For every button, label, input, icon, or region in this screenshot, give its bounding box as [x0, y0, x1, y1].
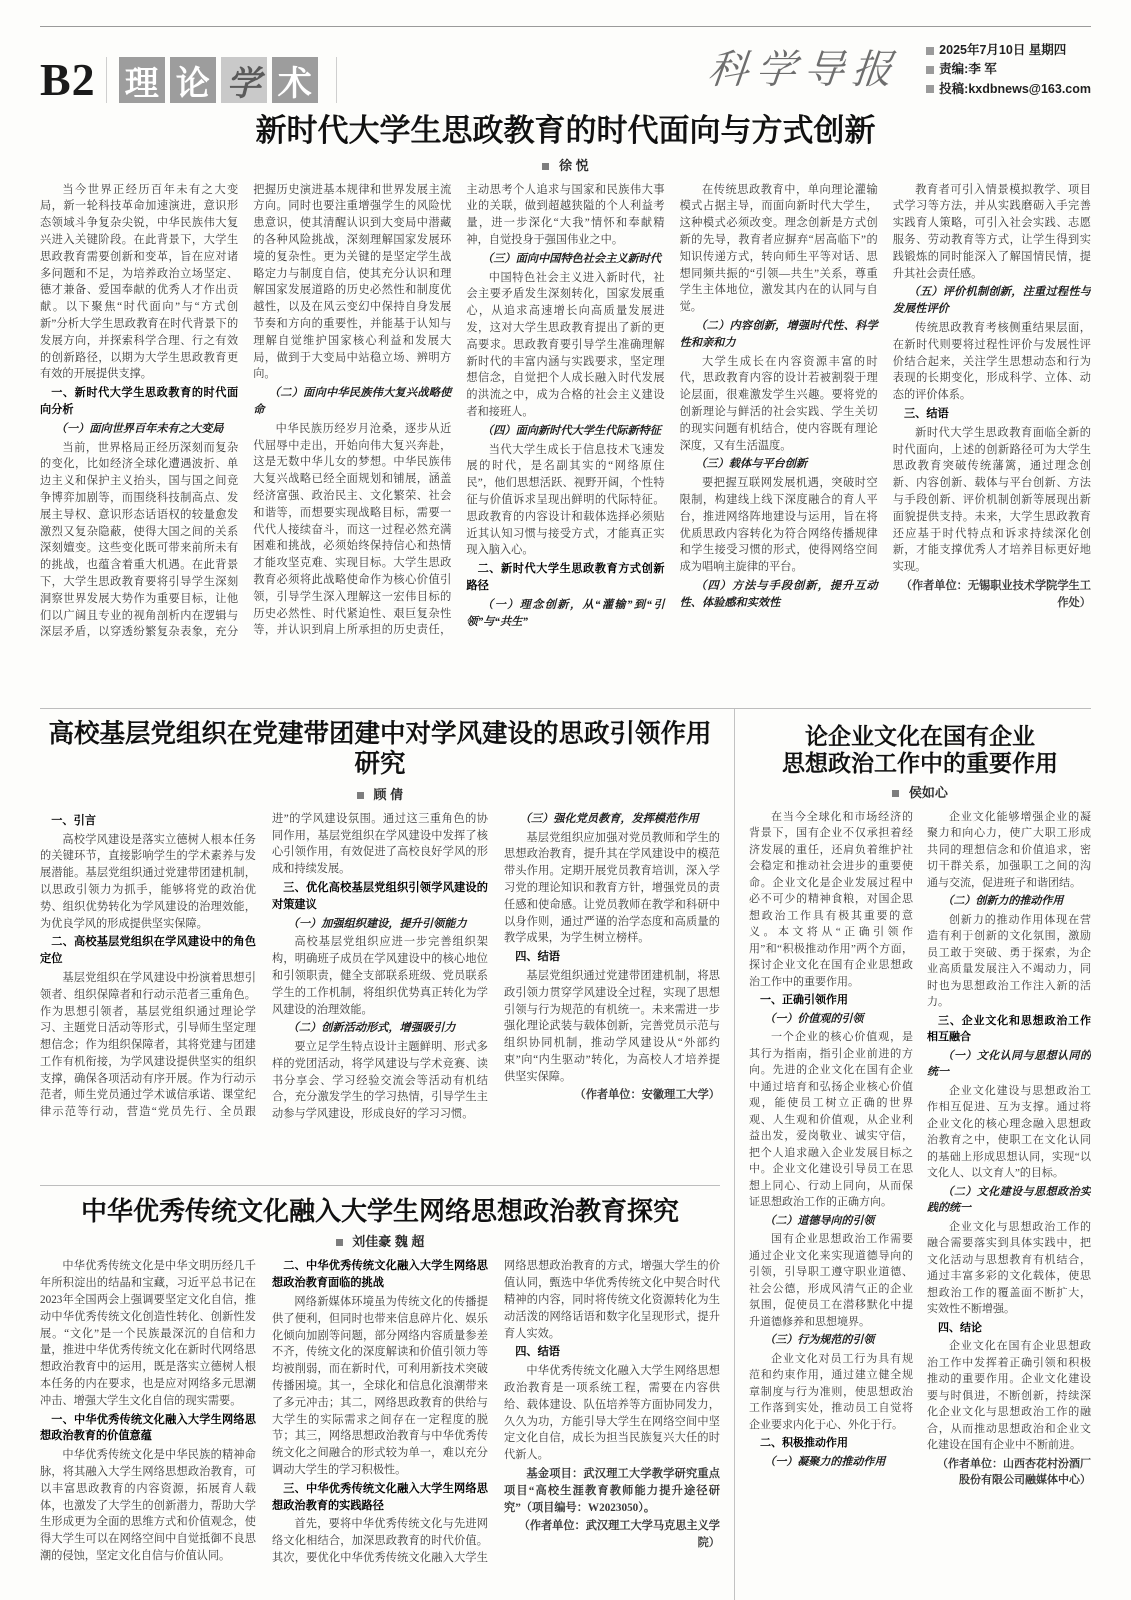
paragraph: 首先，要将中华优秀传统文化与先进网络文化相结合，加深思政教育的时代价值。其次，要优化中华优秀传统文化融入大学生网络思想政治教育的方式，增强大学生的价值认同，甄选中华优秀传统文化中契合时代精神的内容，同时将传统文化资源转化为生动活泼的网络话语和数字化呈现形式，提升育人实效。	[272, 1260, 720, 1564]
article-3	[749, 723, 1091, 1571]
author-affiliation: （作者单位：山西杏花村汾酒厂股份有限公司融媒体中心）	[936, 1457, 1091, 1487]
sub-heading: （三）载体与平台创新	[695, 458, 808, 471]
article-1-author: 徐 悦	[559, 157, 589, 173]
sub-heading: （二）内容创新，增强时代性、科学性和亲和力	[679, 319, 878, 349]
paragraph: 企业文化与思想政治工作的融合需要落实到具体实践中，把文化活动与思想教育有机结合，通过丰富多彩的文化载体，使思想政治工作的覆盖面不断扩大，实效性不断增强。	[927, 1220, 1091, 1316]
section-heading: 三、优化高校基层党组织引领学风建设的对策建议	[272, 881, 488, 911]
article-4	[40, 1196, 720, 1600]
square-bullet-icon	[926, 47, 934, 55]
article-2	[40, 719, 720, 1177]
sub-heading: （三）强化党员教育，发挥模范作用	[519, 812, 699, 825]
publication-date-line	[926, 41, 1091, 60]
paragraph: 企业文化建设与思想政治工作相互促进、互为支撑。通过将企业文化的核心理念融入思想政治教育之中，使职工在文化认同的基础上形成思想认同，实现“以文化人、以文育人”的目标。	[927, 1084, 1091, 1180]
section-heading: 二、高校基层党组织在学风建设中的角色定位	[40, 936, 256, 966]
section-heading: 三、中华优秀传统文化融入大学生网络思想政治教育的实践路径	[272, 1482, 488, 1512]
article-4-title: 中华优秀传统文化融入大学生网络思想政治教育探究	[81, 1195, 680, 1226]
sub-heading: （二）文化建设与思想政治实践的统一	[927, 1185, 1091, 1215]
paragraph: 要立足学生特点设计主题鲜明、形式多样的党团活动，将学风建设与学术竞赛、读书分享会、学习经验交流会等活动有机结合，充分激发学生的学习热情，引导学生主动参与学风建设，形成良好的学习习惯。	[272, 1041, 488, 1121]
editor-line	[926, 60, 1091, 79]
article-3-author: 侯如心	[908, 784, 948, 800]
article-3-title-line1: 论企业文化在国有企业	[805, 722, 1035, 749]
page-header	[40, 31, 1091, 103]
author-affiliation: （作者单位：无锡职业技术学院学生工作处）	[900, 579, 1091, 609]
section-heading: 一、引言	[51, 814, 96, 827]
submission-line	[926, 80, 1091, 99]
section-heading: 四、结语	[515, 951, 560, 964]
paragraph: 中华优秀传统文化融入大学生网络思想政治教育是一项系统工程，需要在内容供给、载体建设、队伍培养等方面协同发力，久久为功，方能引导大学生在网络空间中坚定文化自信，成长为担当民族复兴大任的时代新人。	[504, 1365, 720, 1462]
square-bullet-icon	[926, 85, 934, 93]
editor-name: 责编:李 军	[939, 62, 997, 77]
paragraph: 当今世界正经历百年未有之大变局，新一轮科技革命加速演进，意识形态领域斗争复杂尖锐，中华民族伟大复兴进入关键阶段。在此背景下，大学生思政教育需要创新和变革，旨在应对诸多问题和不足，为培养政治立场坚定、德才兼备、爱国奉献的优秀人才作出贡献。以下聚焦“时代面向”与“方式创新”分析大学生思政教育在时代背景下的发展方向，并探索科学合理、行之有效的创新路径，以期为大学生思政教育更有效的开展提供支撑。	[40, 183, 239, 381]
paragraph: 传统思政教育考核侧重结果层面，在新时代则要将过程性评价与发展性评价结合起来，关注学生思想动态和行为表现的长期变化，形成科学、立体、动态的评价体系。	[892, 321, 1091, 402]
paragraph: 高校学风建设是落实立德树人根本任务的关键环节，直接影响学生的学术素养与发展潜能。基层党组织通过党建带团建机制，以思政引领力为抓手，能够将党的政治优势、组织优势转化为学风建设的治理效能，为优良学风的形成提供坚实保障。	[40, 833, 256, 930]
paragraph: 当代大学生成长于信息技术飞速发展的时代，是名副其实的“网络原住民”，他们思想活跃、视野开阔，个性特征与价值诉求呈现出鲜明的代际特征。思政教育的内容设计和载体选择必须贴近其认知习惯与接受方式，才能真正实现入脑入心。	[466, 443, 665, 557]
sub-heading: （一）加强组织建设，提升引领能力	[287, 917, 467, 930]
sub-heading: （一）文化认同与思想认同的统一	[927, 1049, 1091, 1079]
paragraph: 国有企业思想政治工作需要通过企业文化来实现道德导向的引领，引导职工遵守职业道德、社会公德，形成风清气正的企业氛围，促使员工在潜移默化中提升道德修养和思想境界。	[749, 1233, 913, 1328]
section-heading: 三、结语	[903, 407, 949, 420]
paragraph: 创新力的推动作用体现在营造有利于创新的文化氛围，激励员工敢于突破、勇于探索，为企业高质量发展注入不竭动力，同时也为思想政治工作注入新的活力。	[927, 913, 1091, 1009]
paragraph: 中华优秀传统文化是中华民族的精神命脉，将其融入大学生网络思想政治教育，可以丰富思政教育的内容资源，拓展育人载体，也激发了大学生的创新潜力，帮助大学生形成更为全面的思维方式和价值观念，使得大学生可以在网络空间中自觉抵御不良思潮的侵蚀，坚定文化自信与价值认同。	[40, 1449, 256, 1562]
article-4-body	[40, 1258, 720, 1600]
section-heading: 二、中华优秀传统文化融入大学生网络思想政治教育面临的挑战	[272, 1260, 488, 1290]
square-bullet-icon	[357, 792, 364, 799]
section-logo-char: 学	[221, 57, 267, 103]
section-logo	[106, 57, 318, 103]
sub-heading: （二）创新活动形式，增强吸引力	[287, 1022, 456, 1035]
lower-left-pane	[40, 709, 734, 1600]
section-heading: 四、结论	[938, 1321, 982, 1334]
author-affiliation: （作者单位：武汉理工大学马克思主义学院）	[518, 1520, 720, 1550]
author-affiliation: （作者单位：安徽理工大学）	[574, 1089, 720, 1102]
paragraph: 一个企业的核心价值观，是其行为指南，指引企业前进的方向。先进的企业文化在国有企业中通过培育和弘扬企业核心价值观，能使员工树立正确的世界观、人生观和价值观，从企业利益出发，爱岗敬业、诚实守信，把个人追求融入企业发展目标之中。企业文化建设引导员工在思想上同心、行动上同向，从而保证思想政治工作的正确方向。	[749, 1031, 913, 1209]
paragraph: 高校基层党组织应进一步完善组织架构，明确班子成员在学风建设中的核心地位和引领职责，健全支部联系班级、党员联系学生的工作机制，将组织优势真正转化为学风建设的治理效能。	[272, 936, 488, 1016]
paragraph: 企业文化能够增强企业的凝聚力和向心力，使广大职工形成共同的理想信念和价值追求，密切干群关系，加强职工之间的沟通与交流，促进班子和谐团结。	[927, 810, 1091, 889]
publication-info	[926, 41, 1091, 99]
paragraph: 中国特色社会主义进入新时代，社会主要矛盾发生深刻转化，国家发展重心，从追求高速增长向高质量发展进发，这对大学生思政教育提出了新的更高要求。思政教育要引导学生准确理解新时代的丰富内涵与实践要求，坚定理想信念，自觉把个人成长融入时代发展的洪流之中，成为合格的社会主义建设者和接班人。	[466, 271, 665, 418]
article-3-byline	[749, 782, 1091, 801]
article-4-authors: 刘佳豪 魏 超	[352, 1234, 425, 1250]
section-heading: 四、结语	[515, 1346, 560, 1359]
sub-heading: （二）创新力的推动作用	[942, 895, 1064, 908]
paragraph: 企业文化对员工行为具有规范和约束作用，通过建立健全规章制度与行为准则，使思想政治工作落到实处，推动员工自觉将企业要求内化于心、外化于行。	[749, 1352, 913, 1431]
paragraph: 大学生成长在内容资源丰富的时代，思政教育内容的设计若被割裂于理论层面，很难激发学生兴趣。要将党的创新理论与鲜活的社会实践、学生关切的现实问题有机结合，使内容既有理论深度，又有生活温度。	[679, 355, 878, 452]
sub-heading: （二）面向中华民族伟大复兴战略使命	[253, 387, 452, 416]
sub-heading: （一）面向世界百年未有之大变局	[55, 422, 224, 435]
square-bullet-icon	[336, 1239, 343, 1246]
section-heading: 二、积极推动作用	[760, 1437, 849, 1450]
paragraph: 基层党组织应加强对党员教师和学生的思想政治教育，提升其在学风建设中的模范带头作用。定期开展党员教育培训，深入学习党的理论知识和教育方针，增强党员的责任感和使命感。让党员教师在教学和科研中以身作则，通过严谨的治学态度和高质量的教学成果，为学生树立榜样。	[504, 831, 720, 945]
square-bullet-icon	[892, 790, 899, 797]
section-heading: 一、正确引领作用	[760, 994, 849, 1007]
paragraph: 企业文化在国有企业思想政治工作中发挥着正确引领和积极推动的重要作用。企业文化建设要与时俱进，不断创新，持续深化企业文化与思想政治工作的融合，从而推动思想政治和企业文化建设在国有企业中不断前进。	[927, 1340, 1091, 1452]
square-bullet-icon	[926, 66, 934, 74]
section-heading: 三、企业文化和思想政治工作相互融合	[927, 1014, 1091, 1044]
newspaper-name: 科学导报	[705, 46, 903, 92]
paragraph: 基层党组织在学风建设中扮演着思想引领者、组织保障者和行动示范者三重角色。作为思想引领者，基层党组织通过理论学习、主题党日活动等形式，引导师生坚定理想信念；作为组织保障者，其将党建与团建工作有机衔接，为学风建设提供坚实的组织支撑，确保各项活动有序开展。作为行动示范者，师生党员通过学术诚信承诺、课堂纪律示范等行动，营造“党员先行、全员跟进”的学风建设氛围。通过这三重角色的协同作用，基层党组织在学风建设中发挥了核心引领作用，有效促进了高校良好学风的形成和持续发展。	[40, 812, 488, 1119]
article-3-title	[749, 723, 1091, 777]
publication-date: 2025年7月10日 星期四	[939, 42, 1067, 57]
page-number: B2	[40, 54, 96, 105]
sub-heading: （四）方法与手段创新，提升互动性、体验感和实效性	[679, 579, 878, 609]
lower-region	[40, 709, 1091, 1600]
sub-heading: （一）凝聚力的推动作用	[764, 1455, 886, 1468]
article-3-body	[749, 809, 1091, 1571]
paragraph: 中华民族历经岁月沧桑，逐步从近代屈辱中走出，开始向伟大复兴奔赴，这是无数中华儿女的梦想。中华民族伟大复兴战略已经全面规划和铺展，涵盖经济富强、政治民主、文化繁荣、社会和谐等，而想要实现战略目标，需要一代代人接续奋斗，而这一过程必然充满困难和挑战，必须始终保持信心和热情才能攻坚克难、实现目标。大学生思政教育必须将此战略使命作为核心价值引领，引导学生深入理解这一宏伟目标的历史必然性、时代紧迫性、艰巨复杂性等，并认识到肩上所承担的历史责任，主动思考个人追求与国家和民族伟大事业的关联，做到超越狭隘的个人利益考量，进一步深化“大我”情怀和奉献精神，自觉投身于强国伟业之中。	[253, 183, 665, 637]
section-heading: 一、新时代大学生思政教育的时代面向分析	[40, 387, 239, 416]
top-rule	[40, 26, 1091, 27]
article-3-title-line2: 思想政治工作中的重要作用	[782, 749, 1058, 776]
section-heading: 二、新时代大学生思政教育方式创新路径	[466, 563, 665, 592]
section-logo-char: 论	[170, 57, 216, 103]
paragraph: 中华优秀传统文化是中华文明历经几千年所积淀出的结晶和宝藏，习近平总书记在2023年全国两会上强调要坚定文化自信，推动中华优秀传统文化创造性转化、创新性发展。“文化”是一个民族最深沉的自信和力量，推进中华优秀传统文化在新时代网络思想政治教育中的运用，既是落实立德树人根本任务的内在要求，也是应对网络多元思潮冲击、增强大学生文化自信的现实需要。	[40, 1260, 256, 1407]
paragraph: 新时代大学生思政教育面临全新的时代面向，上述的创新路径可为大学生思政教育突破传统藩篱，通过理念创新、内容创新、载体与平台创新、方法与手段创新、评价机制创新等展现出新面貌提供支持。未来，大学生思政教育还应基于时代特点和诉求持续深化创新，才能支撑优秀人才培养目标更好地实现。	[892, 426, 1091, 574]
lower-right-pane	[734, 709, 1091, 1600]
submission-email: 投稿:kxdbnews@163.com	[939, 81, 1091, 96]
article-2-byline	[40, 784, 720, 803]
sub-heading: （一）理念创新，从“灌输”到“引领”与“共生”	[466, 598, 665, 628]
paragraph: 教育者可引入情景模拟教学、项目式学习等方法，并从实践磨砺入手完善实践育人策略，可引入社会实践、志愿服务、劳动教育等方式，让学生得到实践锻炼的同时能深入了解国情民情，提升其社会责任感。	[892, 183, 1091, 280]
masthead-area	[705, 41, 1091, 103]
article-1	[40, 113, 1091, 698]
square-bullet-icon	[542, 163, 549, 170]
article-4-byline	[40, 1231, 720, 1250]
article-2-body	[40, 811, 720, 1177]
paragraph: 在当今全球化和市场经济的背景下，国有企业不仅承担着经济发展的重任，还肩负着维护社会稳定和推动社会进步的重要使命。企业文化是企业发展过程中必不可少的精神食粮，对国企思想政治工作具有极其重要的意义。本文将从“正确引领作用”和“积极推动作用”两个方面，探讨企业文化在国有企业思想政治工作中的重要作用。	[749, 810, 913, 988]
article-1-byline	[40, 155, 1091, 174]
article-1-body	[40, 182, 1091, 698]
article-1-title: 新时代大学生思政教育的时代面向与方式创新	[255, 113, 876, 148]
sub-heading: （四）面向新时代大学生代际新特征	[482, 424, 662, 437]
section-banner	[40, 54, 337, 105]
sub-heading: （五）评价机制创新，注重过程性与发展性评价	[892, 286, 1091, 316]
sub-heading: （三）面向中国特色社会主义新时代	[482, 252, 662, 265]
fund-note: 基金项目：武汉理工大学教学研究重点项目“高校生涯教育教师能力提升途径研究”（项目编号：W2023050）。	[504, 1467, 720, 1514]
paragraph: 基层党组织通过党建带团建机制，将思政引领力贯穿学风建设全过程，实现了思想引领与行为规范的有机统一。未来需进一步强化理论武装与载体创新，完善党员示范与组织协同机制，推动学风建设从“外部约束”向“内生驱动”转化，为高校人才培养提供坚实保障。	[504, 969, 720, 1083]
sub-heading: （一）价值观的引领	[764, 1012, 864, 1025]
paragraph: 在传统思政教育中，单向理论灌输模式占据主导，而面向新时代大学生，这种模式必须改变。理念创新是方式创新的先导，教育者应摒弃“居高临下”的知识传递方式，转向师生平等对话、思想同频共振的“引领—共生”关系，尊重学生主体地位，激发其内在的认同与自觉。	[679, 183, 878, 314]
paragraph: 当前，世界格局正经历深刻而复杂的变化，比如经济全球化遭遇波折、单边主义和保护主义抬头，国与国之间竞争博弈加剧等，而围绕科技制高点、发展主导权、意识形态话语权的较量愈发激烈又复杂隐蔽，使得大国之间的关系深刻嬗变。这些变化既可带来前所未有的挑战，也蕴含着重大机遇。在此背景下，大学生思政教育要将引导学生深刻洞察世界发展大势作为重要目标，让他们以广阔且专业的视角剖析内在逻辑与深层矛盾，以穿透纷繁复杂表象，充分把握历史演进基本规律和世界发展主流方向。同时也要注重增强学生的风险忧患意识，使其清醒认识到大变局中潜藏的各种风险挑战，深刻理解国家发展环境的复杂性。更为关键的是坚定学生战略定力与制度自信，使其充分认识和理解国家发展道路的历史必然性和制度优越性，以及在风云变幻中保持自身发展节奏和方向的重要性，并能基于认知与理解自觉维护国家核心利益和发展大局，做到于大变局中站稳立场、辨明方向。	[40, 183, 452, 639]
paragraph: 要把握互联网发展机遇，突破时空限制，构建线上线下深度融合的育人平台，推进网络阵地建设与运用，旨在将优质思政内容转化为符合网络传播规律和学生接受习惯的形式，使得网络空间成为唱响主旋律的平台。	[679, 477, 878, 574]
article-2-author: 顾 倩	[373, 786, 404, 802]
article-2-title: 高校基层党组织在党建带团建中对学风建设的思政引领作用研究	[48, 719, 712, 778]
paragraph: 网络新媒体环境虽为传统文化的传播提供了便利，但同时也带来信息碎片化、娱乐化倾向加剧等问题，部分网络内容质量参差不齐，传统文化的深度解读和价值引领力等均被削弱，而在新时代，可利用新技术突破传播困境。其一，全球化和信息化浪潮带来了多元冲击；其二，网络思政教育的供给与大学生的实际需求之间存在一定程度的脱节；其三，网络思想政治教育与中华优秀传统文化之间融合的形式较为单一，难以充分调动大学生的学习积极性。	[272, 1296, 488, 1476]
sub-heading: （三）行为规范的引领	[764, 1334, 875, 1347]
section-logo-char: 术	[272, 57, 318, 103]
section-logo-char: 理	[119, 57, 165, 103]
sub-heading: （二）道德导向的引领	[764, 1214, 875, 1227]
horizontal-divider	[40, 1185, 720, 1186]
section-heading: 一、中华优秀传统文化融入大学生网络思想政治教育的价值意蕴	[40, 1413, 256, 1443]
